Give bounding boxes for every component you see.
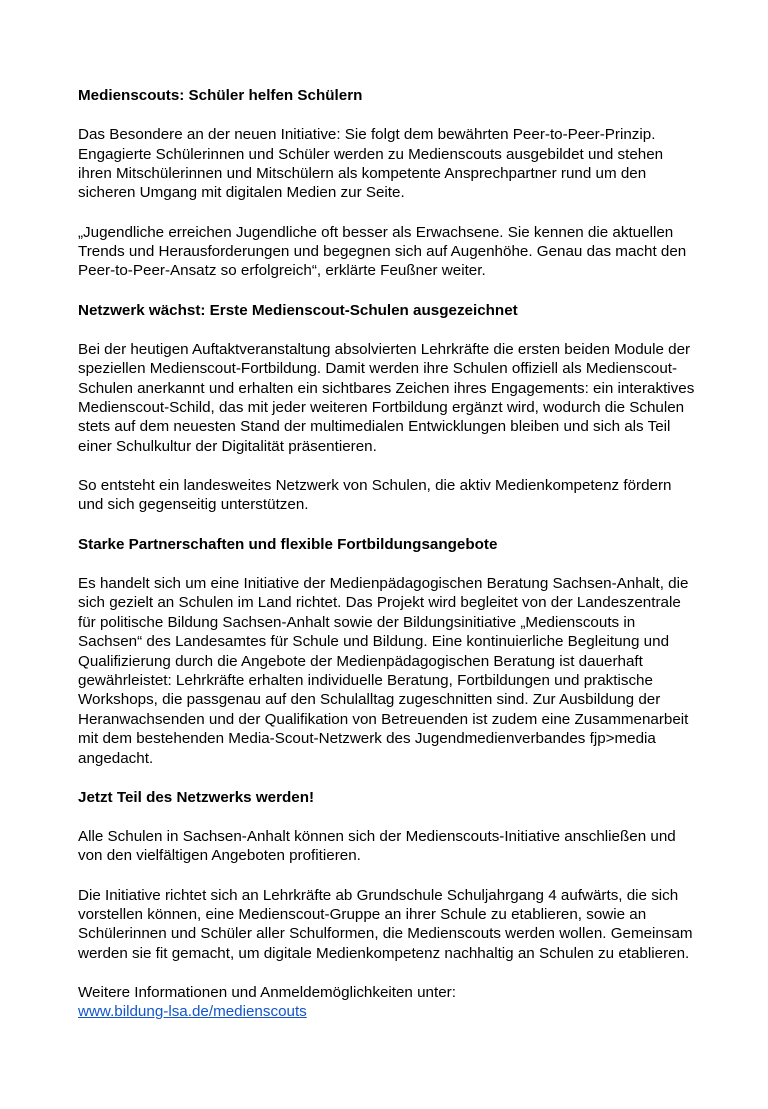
section-heading: Jetzt Teil des Netzwerks werden! — [78, 788, 315, 806]
paragraph: Das Besondere an der neuen Initiative: Sie folgt dem bewährten Peer-to-Peer-Prinzip. Engagierte Schülerinnen und Schüler werden zu Medienscouts ausgebildet und stehen ihren Mitschülerinnen und Mitschülern als kompetente Ansprechpartner rund um den sicheren Umgang mit digitalen Medien zur Seite. — [78, 126, 664, 202]
paragraph: Es handelt sich um eine Initiative der Medienpädagogischen Beratung Sachsen-Anhalt, die sich gezielt an Schulen im Land richtet. Das Projekt wird begleitet von der Landeszentrale für politische Bildung Sachsen-Anhalt sowie der Bildungsinitiative „Medienscouts in Sachsen“ des Landesamtes für Schule und Bildung. Eine kontinuierliche Begleitung und Qualifizierung durch die Angebote der Medienpädagogischen Beratung ist dauerhaft gewährleistet: Lehrkräfte erhalten individuelle Beratung, Fortbildungen und praktische Workshops, die passgenau auf den Schulalltag zugeschnitten sind. Zur Ausbildung der Heranwachsenden und der Qualifikation von Betreuenden ist zudem eine Zusammenarbeit mit dem bestehenden Media-Scout-Netzwerk des Jugendmedienverbandes fjp>media angedacht. — [78, 574, 689, 767]
section-teil-werden — [78, 788, 698, 963]
paragraph: „Jugendliche erreichen Jugendliche oft besser als Erwachsene. Sie kennen die aktuellen Trends und Herausforderungen und begegnen sich auf Augenhöhe. Genau das macht den Peer-to-Peer-Ansatz so erfolgreich“, erklärte Feußner weiter. — [78, 223, 687, 280]
paragraph: Alle Schulen in Sachsen-Anhalt können sich der Medienscouts-Initiative anschließen und von den vielfältigen Angeboten profitieren. — [78, 827, 676, 865]
section-heading: Medienscouts: Schüler helfen Schülern — [78, 87, 363, 104]
paragraph: Bei der heutigen Auftaktveranstaltung absolvierten Lehrkräfte die ersten beiden Module der speziellen Medienscout-Fortbildung. Damit werden ihre Schulen offiziell als Medienscout-Schulen anerkannt und erhalten ein sichtbares Zeichen ihres Engagements: ein interaktives Medienscout-Schild, das mit jeder weiteren Fortbildung ergänzt wird, wodurch die Schulen stets auf dem neuesten Stand der multimedialen Entwicklungen bleiben und sich als Teil einer Schulkultur der Digitalität präsentieren. — [78, 340, 695, 455]
medienscouts-link[interactable]: www.bildung-lsa.de/medienscouts — [78, 1003, 307, 1021]
more-info — [78, 983, 698, 1022]
section-heading: Netzwerk wächst: Erste Medienscout-Schulen ausgezeichnet — [78, 301, 518, 319]
section-partnerschaften — [78, 535, 698, 768]
paragraph: Die Initiative richtet sich an Lehrkräfte ab Grundschule Schuljahrgang 4 aufwärts, die sich vorstellen können, eine Medienscout-Gruppe an ihrer Schule zu etablieren, sowie an Schülerinnen und Schüler aller Schulformen, die Medienscouts werden wollen. Gemeinsam werden sie fit gemacht, um digitale Medienkompetenz nachhaltig an Schulen zu etablieren. — [78, 886, 693, 962]
paragraph: So entsteht ein landesweites Netzwerk von Schulen, die aktiv Medienkompetenz fördern und sich gegenseitig unterstützen. — [78, 477, 672, 514]
section-heading: Starke Partnerschaften und flexible Fortbildungsangebote — [78, 535, 498, 553]
section-medienscouts — [78, 86, 698, 281]
more-info-text: Weitere Informationen und Anmeldemöglichkeiten unter: — [78, 983, 456, 1001]
section-netzwerk — [78, 301, 698, 515]
document-body — [78, 86, 698, 1022]
